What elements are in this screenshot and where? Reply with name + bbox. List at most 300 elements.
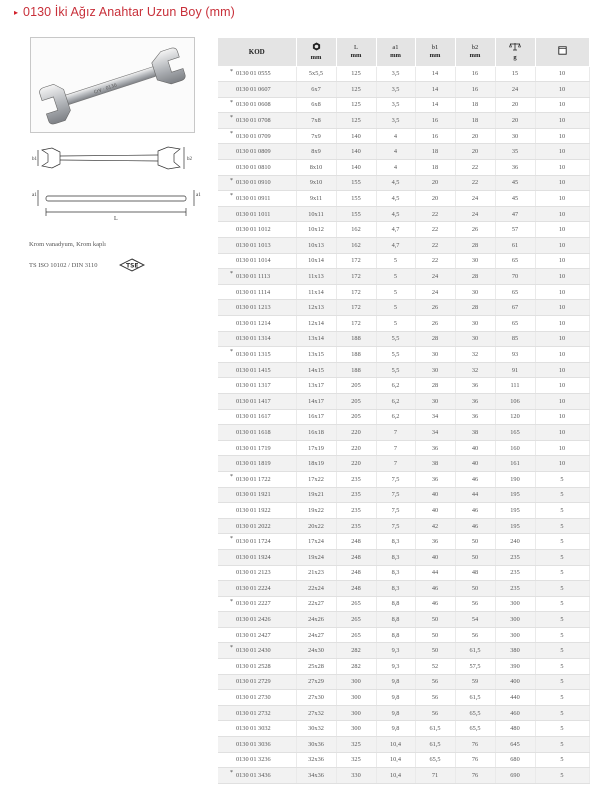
- table-row: [218, 409, 589, 425]
- cell-pack: 10: [535, 66, 589, 82]
- cell-length: 300: [336, 705, 376, 721]
- cell-b1: 20: [415, 175, 455, 191]
- cell-weight: 70: [495, 269, 535, 285]
- cell-weight: 93: [495, 347, 535, 363]
- cell-size: 8x10: [296, 160, 336, 176]
- technical-drawing: [32, 140, 202, 224]
- material-description: Krom vanadyum, Krom kaplı: [29, 241, 106, 248]
- product-code: 0130 01 1113: [236, 273, 271, 281]
- cell-length: 265: [336, 627, 376, 643]
- cell-b1: 56: [415, 674, 455, 690]
- product-code: 0130 01 2224: [236, 584, 271, 592]
- hex-nut-icon: [297, 42, 336, 54]
- cell-a1: 7,5: [376, 503, 415, 519]
- cell-a1: 5: [376, 284, 415, 300]
- cell-pack: 10: [535, 362, 589, 378]
- cell-code: [218, 113, 296, 129]
- cell-b2: 16: [455, 82, 495, 98]
- cell-b1: 42: [415, 518, 455, 534]
- cell-b1: 16: [415, 113, 455, 129]
- table-row: [218, 581, 589, 597]
- cell-size: 27x30: [296, 690, 336, 706]
- cell-size: 27x32: [296, 705, 336, 721]
- cell-a1: 10,4: [376, 768, 415, 784]
- cell-code: [218, 300, 296, 316]
- cell-length: 220: [336, 440, 376, 456]
- cell-b1: 24: [415, 284, 455, 300]
- table-row: [218, 596, 589, 612]
- cell-size: 10x13: [296, 238, 336, 254]
- cell-pack: 5: [535, 518, 589, 534]
- cell-b1: 28: [415, 331, 455, 347]
- cell-b1: 24: [415, 269, 455, 285]
- cell-weight: 165: [495, 425, 535, 441]
- table-row: [218, 705, 589, 721]
- cell-b2: 36: [455, 393, 495, 409]
- cell-b2: 20: [455, 144, 495, 160]
- cell-code: [218, 253, 296, 269]
- cell-pack: 10: [535, 128, 589, 144]
- cell-b2: 65,5: [455, 721, 495, 737]
- cell-size: 30x36: [296, 737, 336, 753]
- cell-length: 125: [336, 66, 376, 82]
- cell-pack: 10: [535, 238, 589, 254]
- cell-size: 14x17: [296, 393, 336, 409]
- table-row: [218, 503, 589, 519]
- cell-length: 248: [336, 534, 376, 550]
- header-size-unit: mm: [310, 53, 322, 61]
- cell-length: 172: [336, 269, 376, 285]
- table-row: [218, 331, 589, 347]
- cell-weight: 390: [495, 659, 535, 675]
- cell-a1: 5: [376, 253, 415, 269]
- cell-b2: 28: [455, 300, 495, 316]
- header-b2-label: b2: [471, 43, 479, 51]
- cell-a1: 9,3: [376, 659, 415, 675]
- cell-size: 6x7: [296, 82, 336, 98]
- featured-star-marker: *: [230, 130, 233, 137]
- cell-pack: 10: [535, 300, 589, 316]
- cell-code: [218, 393, 296, 409]
- product-code: 0130 01 2730: [236, 694, 271, 702]
- table-row: [218, 222, 589, 238]
- cell-code: [218, 409, 296, 425]
- cell-code: [218, 362, 296, 378]
- header-b1: [415, 38, 455, 66]
- cell-size: 24x27: [296, 627, 336, 643]
- product-code: 0130 01 1924: [236, 553, 271, 561]
- cell-size: 19x21: [296, 487, 336, 503]
- cell-a1: 7,5: [376, 487, 415, 503]
- product-code: 0130 01 1618: [236, 428, 271, 436]
- product-code: 0130 01 0555: [236, 70, 271, 78]
- cell-b2: 46: [455, 503, 495, 519]
- table-row: [218, 440, 589, 456]
- cell-length: 140: [336, 128, 376, 144]
- cell-length: 248: [336, 581, 376, 597]
- cell-a1: 8,3: [376, 565, 415, 581]
- cell-a1: 10,4: [376, 737, 415, 753]
- cell-code: [218, 191, 296, 207]
- cell-size: 22x24: [296, 581, 336, 597]
- cell-code: [218, 316, 296, 332]
- cell-a1: 8,3: [376, 534, 415, 550]
- cell-weight: 235: [495, 549, 535, 565]
- table-row: [218, 768, 589, 784]
- cell-size: 21x23: [296, 565, 336, 581]
- cell-length: 282: [336, 643, 376, 659]
- cell-b1: 18: [415, 160, 455, 176]
- product-code: 0130 01 2729: [236, 678, 271, 686]
- cell-b1: 71: [415, 768, 455, 784]
- cell-code: [218, 721, 296, 737]
- cell-a1: 4,5: [376, 175, 415, 191]
- cell-pack: 10: [535, 253, 589, 269]
- cell-code: [218, 206, 296, 222]
- cell-a1: 4,5: [376, 206, 415, 222]
- cell-b2: 16: [455, 66, 495, 82]
- cell-code: [218, 565, 296, 581]
- product-code: 0130 01 1214: [236, 319, 271, 327]
- cell-a1: 5: [376, 300, 415, 316]
- cell-length: 235: [336, 471, 376, 487]
- cell-pack: 10: [535, 456, 589, 472]
- cell-b1: 36: [415, 471, 455, 487]
- header-kod: KOD: [218, 38, 296, 66]
- cell-code: [218, 440, 296, 456]
- cell-length: 140: [336, 144, 376, 160]
- cell-a1: 7,5: [376, 518, 415, 534]
- cell-code: [218, 674, 296, 690]
- cell-pack: 5: [535, 581, 589, 597]
- table-row: [218, 471, 589, 487]
- cell-a1: 9,8: [376, 674, 415, 690]
- cell-b1: 30: [415, 362, 455, 378]
- cell-b2: 54: [455, 612, 495, 628]
- table-row: [218, 752, 589, 768]
- product-code: 0130 01 0709: [236, 132, 271, 140]
- spec-table: [218, 38, 590, 784]
- cell-b1: 40: [415, 487, 455, 503]
- product-code: 0130 01 0911: [236, 195, 271, 203]
- cell-length: 300: [336, 721, 376, 737]
- cell-code: [218, 378, 296, 394]
- cell-b1: 20: [415, 191, 455, 207]
- svg-text:CrV · 0130: CrV · 0130: [93, 83, 118, 96]
- cell-size: 6x8: [296, 97, 336, 113]
- cell-weight: 106: [495, 393, 535, 409]
- cell-code: [218, 690, 296, 706]
- cell-size: 11x14: [296, 284, 336, 300]
- product-code: 0130 01 0910: [236, 179, 271, 187]
- cell-code: [218, 487, 296, 503]
- cell-b1: 14: [415, 97, 455, 113]
- cell-b1: 44: [415, 565, 455, 581]
- cell-weight: 480: [495, 721, 535, 737]
- cell-length: 205: [336, 378, 376, 394]
- cell-length: 125: [336, 97, 376, 113]
- table-row: [218, 378, 589, 394]
- cell-code: [218, 534, 296, 550]
- svg-text:TSE: TSE: [126, 262, 139, 270]
- cell-a1: 8,8: [376, 627, 415, 643]
- featured-star-marker: *: [230, 473, 233, 480]
- cell-b2: 48: [455, 565, 495, 581]
- cell-a1: 6,2: [376, 409, 415, 425]
- cell-b2: 76: [455, 768, 495, 784]
- product-code: 0130 01 1922: [236, 506, 271, 514]
- cell-b2: 56: [455, 596, 495, 612]
- header-l-unit: mm: [350, 51, 362, 59]
- cell-size: 13x14: [296, 331, 336, 347]
- cell-size: 8x9: [296, 144, 336, 160]
- table-row: [218, 144, 589, 160]
- cell-code: [218, 347, 296, 363]
- label-l: L: [114, 216, 118, 222]
- cell-b1: 61,5: [415, 737, 455, 753]
- cell-length: 125: [336, 113, 376, 129]
- table-row: [218, 690, 589, 706]
- header-b1-label: b1: [431, 43, 439, 51]
- header-b1-unit: mm: [429, 51, 441, 59]
- cell-pack: 5: [535, 487, 589, 503]
- cell-length: 155: [336, 175, 376, 191]
- cell-weight: 65: [495, 253, 535, 269]
- table-row: [218, 316, 589, 332]
- cell-pack: 5: [535, 737, 589, 753]
- product-code: 0130 01 1417: [236, 397, 271, 405]
- cell-weight: 30: [495, 128, 535, 144]
- product-code: 0130 01 1415: [236, 366, 271, 374]
- cell-size: 19x22: [296, 503, 336, 519]
- cell-size: 16x17: [296, 409, 336, 425]
- cell-size: 32x36: [296, 752, 336, 768]
- cell-b2: 30: [455, 331, 495, 347]
- cell-code: [218, 596, 296, 612]
- cell-size: 17x19: [296, 440, 336, 456]
- cell-b2: 18: [455, 97, 495, 113]
- cell-b2: 76: [455, 737, 495, 753]
- cell-weight: 440: [495, 690, 535, 706]
- scale-icon: [496, 42, 535, 54]
- cell-pack: 10: [535, 331, 589, 347]
- cell-code: [218, 238, 296, 254]
- cell-b2: 36: [455, 409, 495, 425]
- cell-weight: 300: [495, 612, 535, 628]
- cell-a1: 4: [376, 160, 415, 176]
- cell-weight: 36: [495, 160, 535, 176]
- cell-pack: 10: [535, 440, 589, 456]
- cell-b2: 61,5: [455, 690, 495, 706]
- cell-b1: 34: [415, 409, 455, 425]
- cell-b2: 40: [455, 440, 495, 456]
- featured-star-marker: *: [230, 193, 233, 200]
- cell-pack: 10: [535, 425, 589, 441]
- product-code: 0130 01 1114: [236, 288, 271, 296]
- cell-b2: 28: [455, 238, 495, 254]
- cell-size: 9x10: [296, 175, 336, 191]
- product-code: 0130 01 0607: [236, 85, 271, 93]
- table-row: [218, 97, 589, 113]
- cell-size: 25x28: [296, 659, 336, 675]
- product-code: 0130 01 1315: [236, 350, 271, 358]
- cell-b1: 34: [415, 425, 455, 441]
- product-code: 0130 01 0708: [236, 117, 271, 125]
- label-b1: b1: [32, 157, 37, 162]
- table-row: [218, 456, 589, 472]
- cell-code: [218, 627, 296, 643]
- cell-a1: 5,5: [376, 331, 415, 347]
- table-row: [218, 238, 589, 254]
- table-row: [218, 362, 589, 378]
- product-code: 0130 01 3236: [236, 756, 271, 764]
- cell-code: [218, 128, 296, 144]
- label-a1-right: a1: [196, 193, 201, 198]
- cell-weight: 45: [495, 191, 535, 207]
- cell-b1: 22: [415, 253, 455, 269]
- cell-pack: 5: [535, 612, 589, 628]
- cell-b1: 30: [415, 347, 455, 363]
- cell-length: 172: [336, 316, 376, 332]
- cell-pack: 5: [535, 503, 589, 519]
- cell-b2: 56: [455, 627, 495, 643]
- cell-weight: 20: [495, 97, 535, 113]
- cell-a1: 4,7: [376, 238, 415, 254]
- cell-length: 235: [336, 503, 376, 519]
- cell-length: 235: [336, 518, 376, 534]
- cell-b1: 50: [415, 612, 455, 628]
- page-title: 0130 İki Ağız Anahtar Uzun Boy (mm): [23, 5, 235, 19]
- cell-b1: 46: [415, 596, 455, 612]
- cell-b2: 65,5: [455, 705, 495, 721]
- label-b2: b2: [187, 157, 192, 162]
- cell-b2: 30: [455, 284, 495, 300]
- table-row: [218, 643, 589, 659]
- cell-code: [218, 160, 296, 176]
- product-code: 0130 01 2430: [236, 647, 271, 655]
- featured-star-marker: *: [230, 115, 233, 122]
- cell-pack: 10: [535, 82, 589, 98]
- cell-code: [218, 737, 296, 753]
- cell-b1: 40: [415, 549, 455, 565]
- label-a1: a1: [32, 193, 37, 198]
- cell-pack: 10: [535, 316, 589, 332]
- cell-weight: 190: [495, 471, 535, 487]
- cell-pack: 5: [535, 768, 589, 784]
- table-row: [218, 721, 589, 737]
- product-code: 0130 01 0608: [236, 101, 271, 109]
- cell-weight: 195: [495, 503, 535, 519]
- cell-weight: 161: [495, 456, 535, 472]
- product-code: 0130 01 2528: [236, 662, 271, 670]
- cell-length: 125: [336, 82, 376, 98]
- cell-b1: 56: [415, 690, 455, 706]
- cell-a1: 3,5: [376, 97, 415, 113]
- header-pack: [535, 38, 589, 66]
- cell-a1: 7,5: [376, 471, 415, 487]
- product-code: 0130 01 1819: [236, 460, 271, 468]
- cell-b2: 32: [455, 362, 495, 378]
- table-row: [218, 253, 589, 269]
- product-code: 0130 01 1213: [236, 304, 271, 312]
- cell-pack: 10: [535, 284, 589, 300]
- cell-a1: 3,5: [376, 113, 415, 129]
- cell-pack: 5: [535, 659, 589, 675]
- product-code: 0130 01 2022: [236, 522, 271, 530]
- cell-size: 16x18: [296, 425, 336, 441]
- cell-weight: 195: [495, 487, 535, 503]
- cell-size: 14x15: [296, 362, 336, 378]
- cell-b2: 76: [455, 752, 495, 768]
- cell-pack: 10: [535, 409, 589, 425]
- header-a1-label: a1: [392, 43, 399, 51]
- cell-weight: 61: [495, 238, 535, 254]
- box-icon: [536, 46, 589, 58]
- cell-code: [218, 425, 296, 441]
- cell-weight: 24: [495, 82, 535, 98]
- table-row: [218, 612, 589, 628]
- cell-a1: 3,5: [376, 66, 415, 82]
- cell-weight: 645: [495, 737, 535, 753]
- cell-b1: 28: [415, 378, 455, 394]
- cell-weight: 690: [495, 768, 535, 784]
- cell-b1: 16: [415, 128, 455, 144]
- cell-b2: 20: [455, 128, 495, 144]
- featured-star-marker: *: [230, 645, 233, 652]
- cell-size: 27x29: [296, 674, 336, 690]
- cell-a1: 9,3: [376, 643, 415, 659]
- cell-b1: 36: [415, 440, 455, 456]
- cell-weight: 35: [495, 144, 535, 160]
- cell-length: 155: [336, 206, 376, 222]
- cell-a1: 5,5: [376, 347, 415, 363]
- cell-length: 265: [336, 596, 376, 612]
- cell-code: [218, 175, 296, 191]
- cell-a1: 9,8: [376, 705, 415, 721]
- product-code: 0130 01 1719: [236, 444, 271, 452]
- cell-code: [218, 752, 296, 768]
- cell-a1: 7: [376, 440, 415, 456]
- cell-weight: 240: [495, 534, 535, 550]
- cell-b1: 14: [415, 82, 455, 98]
- cell-weight: 160: [495, 440, 535, 456]
- cell-b2: 50: [455, 534, 495, 550]
- cell-pack: 10: [535, 144, 589, 160]
- cell-a1: 8,3: [376, 581, 415, 597]
- cell-code: [218, 612, 296, 628]
- cell-pack: 5: [535, 752, 589, 768]
- standard-text: TS ISO 10102 / DIN 3110: [29, 262, 98, 269]
- cell-pack: 10: [535, 113, 589, 129]
- cell-pack: 10: [535, 191, 589, 207]
- featured-star-marker: *: [230, 68, 233, 75]
- cell-length: 248: [336, 549, 376, 565]
- cell-b1: 65,5: [415, 752, 455, 768]
- cell-weight: 235: [495, 581, 535, 597]
- cell-length: 282: [336, 659, 376, 675]
- cell-a1: 5: [376, 316, 415, 332]
- cell-pack: 10: [535, 222, 589, 238]
- cell-length: 265: [336, 612, 376, 628]
- cell-code: [218, 222, 296, 238]
- cell-b1: 30: [415, 393, 455, 409]
- cell-length: 188: [336, 347, 376, 363]
- cell-a1: 5,5: [376, 362, 415, 378]
- header-b2-unit: mm: [469, 51, 481, 59]
- cell-size: 13x15: [296, 347, 336, 363]
- cell-size: 7x8: [296, 113, 336, 129]
- cell-weight: 460: [495, 705, 535, 721]
